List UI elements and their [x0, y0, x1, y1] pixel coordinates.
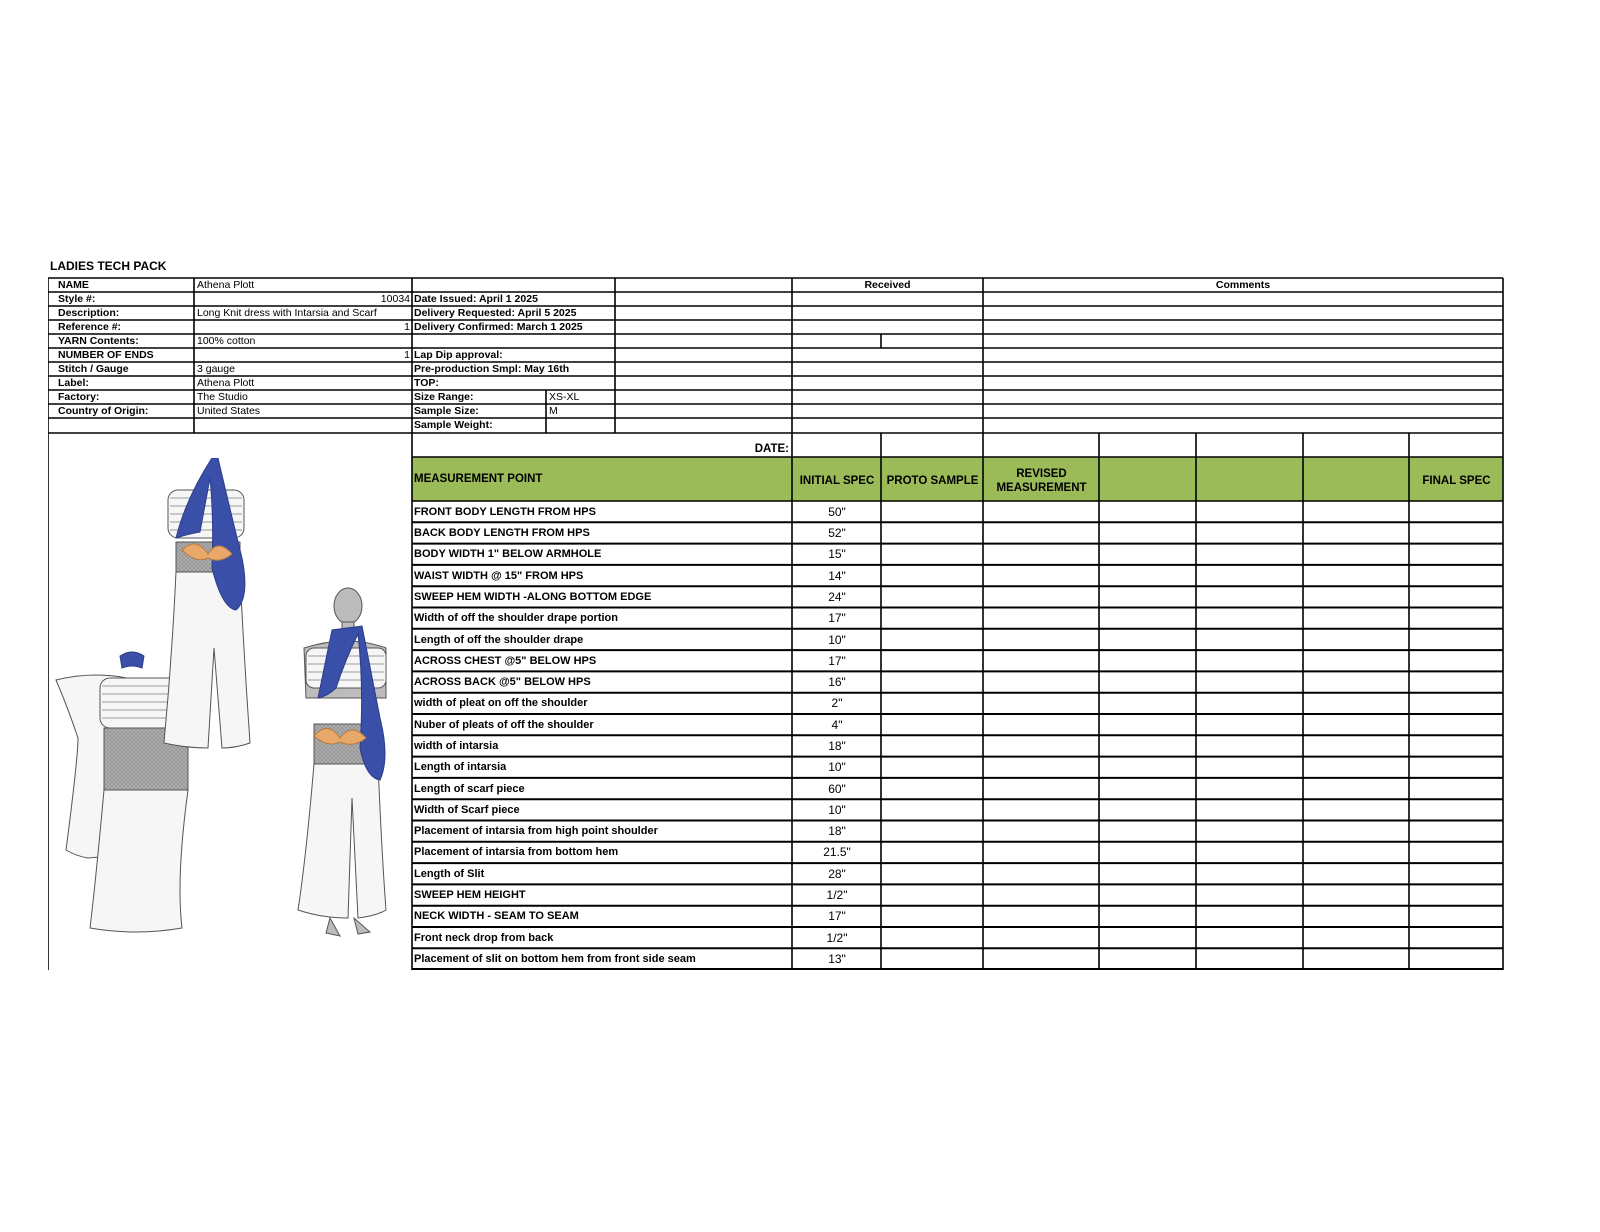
- info-label: Factory:: [58, 391, 100, 403]
- size-range-value: XS-XL: [549, 391, 580, 403]
- initial-spec-value: 15": [828, 547, 846, 561]
- initial-spec-value: 13": [828, 952, 846, 966]
- measurement-point: Width of Scarf piece: [414, 804, 520, 816]
- document-title: LADIES TECH PACK: [50, 259, 167, 273]
- info-value-description: Long Knit dress with Intarsia and Scarf: [197, 307, 377, 319]
- measurement-point: Length of off the shoulder drape: [414, 634, 584, 646]
- info-value-country: United States: [197, 405, 261, 417]
- initial-spec-value: 1/2": [826, 888, 848, 902]
- initial-spec-value: 14": [828, 569, 846, 583]
- final-spec-header: FINAL SPEC: [1422, 475, 1491, 487]
- delivery-confirmed: Delivery Confirmed: March 1 2025: [414, 321, 583, 333]
- measurement-point: Placement of intarsia from bottom hem: [414, 846, 619, 858]
- measurement-point: BACK BODY LENGTH FROM HPS: [414, 527, 590, 539]
- delivery-requested: Delivery Requested: April 5 2025: [414, 307, 577, 319]
- initial-spec-value: 18": [828, 739, 846, 753]
- initial-spec-value: 17": [828, 611, 846, 625]
- initial-spec-value: 10": [828, 803, 846, 817]
- comments-header: Comments: [1215, 279, 1271, 291]
- initial-spec-header: INITIAL SPEC: [799, 475, 875, 487]
- info-label: Reference #:: [58, 321, 122, 333]
- initial-spec-value: 10": [828, 760, 846, 774]
- info-value-gauge: 3 gauge: [197, 363, 235, 375]
- measurement-point: ACROSS BACK @5" BELOW HPS: [414, 676, 591, 688]
- initial-spec-value: 1/2": [826, 931, 848, 945]
- measurement-point: Length of scarf piece: [414, 783, 525, 795]
- initial-spec-value: 10": [828, 633, 846, 647]
- measurement-point: Length of Slit: [414, 868, 485, 880]
- proto-sample-header: PROTO SAMPLE: [886, 475, 979, 487]
- info-label: NUMBER OF ENDS: [58, 349, 154, 361]
- info-value-style: 10034: [380, 293, 410, 305]
- measurement-point: Nuber of pleats of off the shoulder: [414, 719, 594, 731]
- info-value-yarn: 100% cotton: [197, 335, 256, 347]
- front-view-dress: [164, 458, 250, 748]
- sample-size-label: Sample Size:: [414, 405, 479, 417]
- info-label: Label:: [58, 377, 89, 389]
- info-value-name: Athena Plott: [197, 279, 255, 291]
- size-range-label: Size Range:: [414, 391, 474, 403]
- date-issued: Date Issued: April 1 2025: [414, 293, 538, 305]
- pre-production-sample: Pre-production Smpl: May 16th: [414, 363, 570, 375]
- info-label: Country of Origin:: [58, 405, 149, 417]
- info-label: Description:: [58, 307, 120, 319]
- measurement-point: Width of off the shoulder drape portion: [414, 612, 618, 624]
- initial-spec-value: 2": [831, 696, 843, 710]
- measurement-point: FRONT BODY LENGTH FROM HPS: [414, 506, 596, 518]
- initial-spec-value: 16": [828, 675, 846, 689]
- initial-spec-value: 24": [828, 590, 846, 604]
- revised-header-line2: MEASUREMENT: [996, 482, 1087, 494]
- info-label: Style #:: [58, 293, 96, 305]
- measurement-point: Length of intarsia: [414, 761, 507, 773]
- initial-spec-value: 4": [831, 718, 843, 732]
- received-header: Received: [864, 279, 911, 291]
- initial-spec-value: 50": [828, 505, 846, 519]
- measurement-point: width of pleat on off the shoulder: [414, 697, 588, 709]
- measurement-point: Placement of intarsia from high point shoulder: [414, 825, 658, 837]
- top-label: TOP:: [414, 377, 439, 389]
- initial-spec-value: 60": [828, 782, 846, 796]
- initial-spec-value: 52": [828, 526, 846, 540]
- measurement-point: BODY WIDTH 1" BELOW ARMHOLE: [414, 548, 602, 560]
- measurement-point: Front neck drop from back: [414, 932, 554, 944]
- date-label: DATE:: [754, 443, 789, 455]
- measurement-point: WAIST WIDTH @ 15" FROM HPS: [414, 570, 584, 582]
- measurement-point-header: MEASUREMENT POINT: [414, 473, 543, 485]
- sample-weight-label: Sample Weight:: [414, 419, 493, 431]
- measurement-point: ACROSS CHEST @5" BELOW HPS: [414, 655, 597, 667]
- initial-spec-value: 18": [828, 824, 846, 838]
- measurement-point: width of intarsia: [414, 740, 499, 752]
- initial-spec-value: 28": [828, 867, 846, 881]
- garment-sketches: [36, 458, 396, 948]
- info-label: NAME: [58, 279, 89, 291]
- measurement-point: SWEEP HEM HEIGHT: [414, 889, 526, 901]
- measurement-point: Placement of slit on bottom hem from front side seam: [414, 953, 696, 965]
- info-label: YARN Contents:: [58, 335, 139, 347]
- initial-spec-value: 17": [828, 909, 846, 923]
- revised-header-line1: REVISED: [1016, 468, 1067, 480]
- initial-spec-value: 21.5": [823, 845, 851, 859]
- measurement-point: NECK WIDTH - SEAM TO SEAM: [414, 910, 579, 922]
- info-value-factory: The Studio: [197, 391, 248, 403]
- initial-spec-value: 17": [828, 654, 846, 668]
- revised-header: [984, 467, 1099, 495]
- info-label: Stitch / Gauge: [58, 363, 129, 375]
- lap-dip-approval: Lap Dip approval:: [414, 349, 503, 361]
- info-value-reference: 1: [404, 321, 410, 333]
- info-value-ends: 1: [404, 349, 410, 361]
- measurement-point: SWEEP HEM WIDTH -ALONG BOTTOM EDGE: [414, 591, 652, 603]
- info-value-label: Athena Plott: [197, 377, 255, 389]
- mannequin-dress: [298, 588, 386, 936]
- sample-size-value: M: [549, 405, 558, 417]
